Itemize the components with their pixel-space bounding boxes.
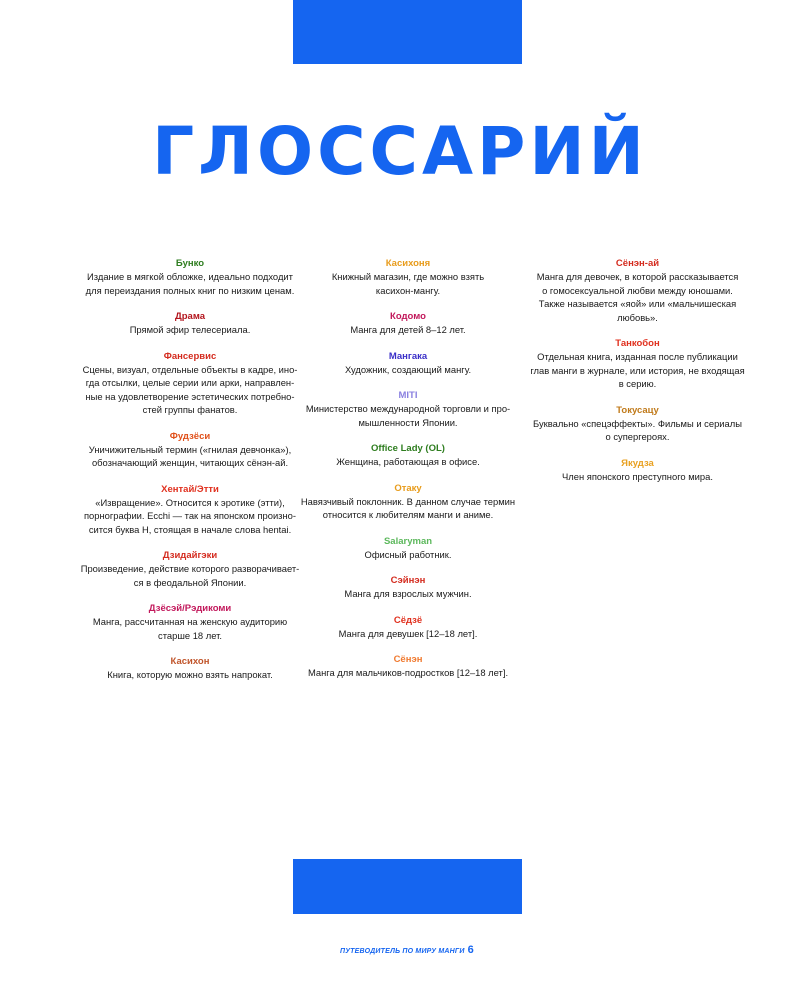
glossary-entry [525,404,750,444]
glossary-entry [296,257,520,297]
glossary-entry [525,257,750,324]
glossary-definition: Член японского преступного мира. [562,470,713,482]
glossary-column-1 [78,257,302,695]
glossary-definition: Офисный работник. [364,548,452,560]
glossary-term: Salaryman [383,535,433,547]
glossary-definition: Буквально «спецэффекты». Фильмы и сериалы о супергероях. [533,417,742,442]
glossary-entry [78,549,302,589]
glossary-entry [296,574,520,601]
glossary-term: Драма [174,311,206,322]
glossary-definition: Уничижительный термин («гнилая девчонка»), обозначающий женщин, читающих сёнэн-ай. [88,443,292,468]
glossary-term: Фансервис [163,350,217,362]
glossary-entry [296,310,520,337]
glossary-term: Дзёсэй/Рэдикоми [148,603,232,614]
glossary-definition: Манга для мальчиков-подростков [12–18 лет]. [307,667,509,678]
glossary-definition: Манга для детей 8–12 лет. [350,324,466,335]
glossary-definition: Манга для девушек [12–18 лет]. [338,627,478,639]
glossary-definition: Манга для взрослых мужчин. [344,588,472,599]
top-accent-band [293,0,522,64]
glossary-definition: Произведение, действие которого разворачивает- ся в феодальной Японии. [80,563,300,588]
glossary-definition: Издание в мягкой обложке, идеально подходит для переиздания полных книг по низким ценам. [85,271,295,296]
glossary-definition: Художник, создающий мангу. [344,363,472,375]
glossary-definition: Книга, которую можно взять напрокат. [107,669,273,680]
glossary-term: Якудза [621,457,654,469]
glossary-entry [296,482,520,522]
glossary-entry [78,483,302,537]
glossary-entry [296,389,520,429]
glossary-definition: Сцены, визуал, отдельные объекты в кадре, ино- гда отсылки, целые серии или арки, направлен- ные на удовлетворение эстетических потребно- стей группы фанатов. [82,363,298,415]
glossary-term: Сэйнэн [390,575,426,586]
glossary-entry [296,350,520,377]
glossary-term: MITI [398,390,418,401]
glossary-entry [296,535,520,562]
glossary-term: Отаку [394,482,422,494]
glossary-definition: Манга для девочек, в которой рассказывается о гомосексуальной любви между юношами. Также называется «яой» или «мальчишеская любовь». [536,271,739,323]
glossary-entry [78,602,302,642]
glossary-term: Кодомо [390,311,426,322]
glossary-entry [296,442,520,469]
glossary-entry [78,310,302,337]
glossary-entry [525,457,750,484]
glossary-definition: «Извращение». Относится к эротике (этти), порнографии. Ecchi — так на японском произно- сится буква H, стоящая в начале слова hentai. [83,496,296,535]
glossary-term: Сёнэн [393,654,423,665]
glossary-term: Танкобон [615,338,660,349]
glossary-entry [296,653,520,680]
glossary-term: Токусацу [616,404,659,416]
footer-running-title: ПУТЕВОДИТЕЛЬ ПО МИРУ МАНГИ [340,948,465,955]
glossary-entry [78,350,302,417]
glossary-definition: Отдельная книга, изданная после публикации глав манги в журнале, или история, не входящая в серию. [530,351,745,389]
glossary-term: Фудзёси [169,430,211,442]
glossary-entry [525,337,750,391]
glossary-term: Хентай/Этти [161,483,219,495]
glossary-definition: Навязчивый поклонник. В данном случае термин относится к любителям манги и аниме. [300,495,516,520]
page-number: 6 [467,944,474,956]
glossary-entry [78,655,302,682]
glossary-term: Сёдзё [393,614,423,626]
glossary-column-2 [296,257,520,693]
glossary-term: Дзидайгэки [162,550,218,561]
page-title: ГЛОССАРИЙ [152,113,648,190]
glossary-term: Сёнэн-ай [615,258,660,269]
glossary-definition: Женщина, работающая в офисе. [336,456,480,467]
glossary-term: Мангака [388,350,428,362]
glossary-column-3 [525,257,750,496]
glossary-entry [296,614,520,641]
bottom-accent-band [293,859,522,914]
glossary-definition: Прямой эфир телесериала. [129,324,251,335]
glossary-definition: Книжный магазин, где можно взять касихон-мангу. [331,271,485,296]
glossary-entry [78,430,302,470]
glossary-term: Office Lady (OL) [371,443,445,454]
glossary-entry [78,257,302,297]
glossary-term: Касихоня [385,258,431,269]
glossary-definition: Манга, рассчитанная на женскую аудиторию старше 18 лет. [92,616,288,641]
glossary-definition: Министерство международной торговли и про- мышленности Японии. [305,403,511,428]
glossary-term: Касихон [170,656,210,667]
glossary-term: Бунко [175,258,205,269]
page-footer [340,944,520,956]
